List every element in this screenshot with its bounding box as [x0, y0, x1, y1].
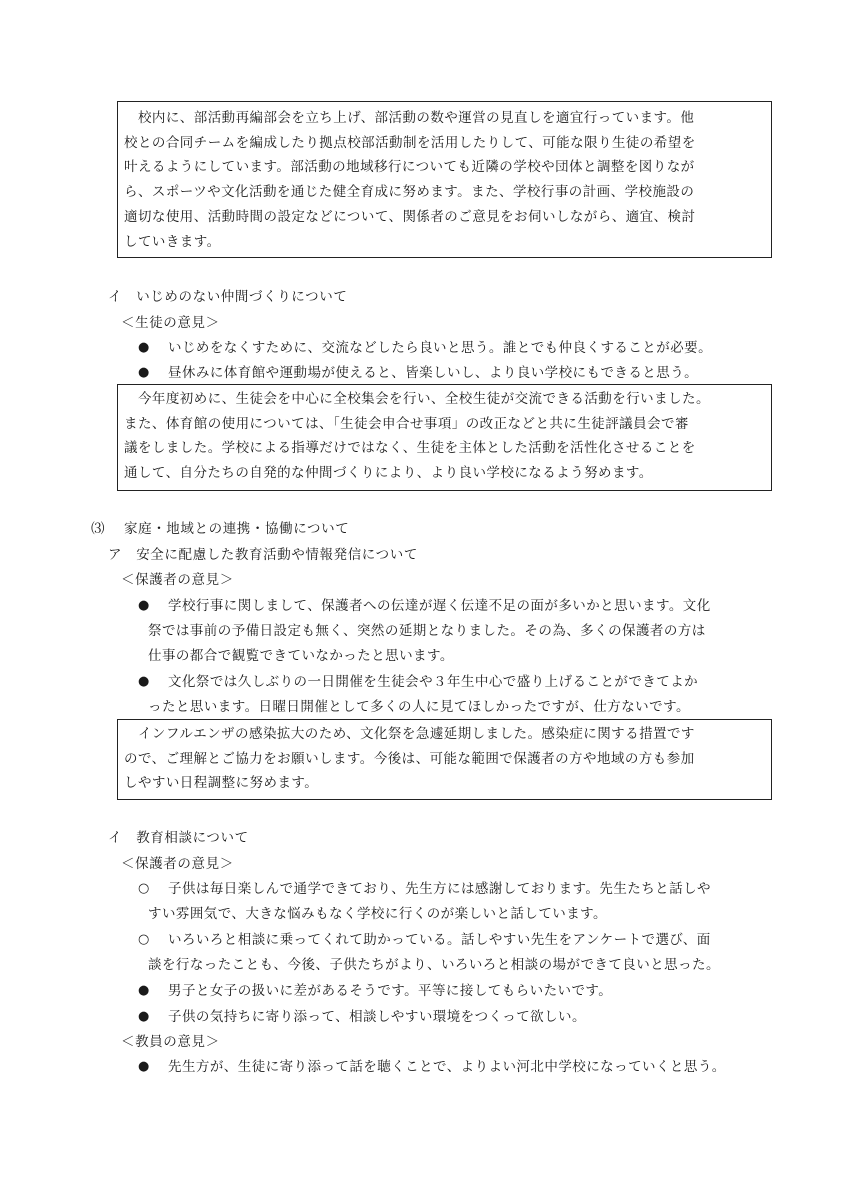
- opinion-text: ったと思います。日曜日開催として多くの人に見てほしかったですが、仕方ないです。: [148, 699, 690, 715]
- opinion-text: 談を行なったことも、今後、子供たちがより、いろいろと相談の場ができて良いと思った。: [148, 957, 720, 973]
- text-line: しやすい日程調整に努めます。: [124, 775, 319, 792]
- text-line: 適切な使用、活動時間の設定などについて、関係者のご意見をお伺いしながら、適宜、検討: [124, 208, 696, 225]
- group-label-students: ＜生徒の意見＞: [121, 315, 220, 331]
- open-circle-bullet: ○: [138, 932, 150, 947]
- text-line: 校内に、部活動再編部会を立ち上げ、部活動の数や運営の見直しを適宜行っています。他: [124, 110, 695, 126]
- opinion-text: 学校行事に関しまして、保護者への伝達が遅く伝達不足の面が多いかと思います。文化: [168, 598, 711, 614]
- opinion-text: いろいろと相談に乗ってくれて助かっている。話しやすい先生をアンケートで選び、面: [168, 932, 711, 948]
- response-text: [124, 722, 695, 796]
- filled-circle-bullet: ●: [138, 598, 150, 613]
- filled-circle-bullet: ●: [138, 340, 150, 355]
- response-box-bullying: [117, 384, 772, 491]
- section-heading-counseling: イ 教育相談について: [108, 830, 249, 846]
- group-label-parents: ＜保護者の意見＞: [121, 572, 234, 588]
- opinion-text: 子供は毎日楽しんで通学できており、先生方には感謝しております。先生たちと話しや: [168, 881, 711, 897]
- section-heading-community: 家庭・地域との連携・協働について: [124, 521, 350, 537]
- opinion-text: 仕事の都合で観覧できていなかったと思います。: [148, 648, 454, 664]
- text-line: インフルエンザの感染拡大のため、文化祭を急遽延期しました。感染症に関する措置です: [124, 726, 695, 742]
- opinion-text: いじめをなくすために、交流などしたら良いと思う。誰とでも仲良くすることが必要。: [168, 340, 713, 356]
- opinion-text: 先生方が、生徒に寄り添って話を聴くことで、よりよい河北中学校になっていくと思う。: [168, 1059, 726, 1075]
- text-line: また、体育館の使用については、「生徒会申合せ事項」の改正などと共に生徒評議員会で審: [124, 415, 689, 432]
- filled-circle-bullet: ●: [138, 674, 150, 689]
- open-circle-bullet: ○: [138, 881, 150, 896]
- text-line: ら、スポーツや文化活動を通じた健全育成に努めます。また、学校行事の計画、学校施設の: [124, 184, 695, 201]
- opinion-text: 男子と女子の扱いに差があるそうです。平等に接してもらいたいです。: [168, 983, 613, 999]
- section-number: ⑶: [91, 521, 106, 537]
- text-line: 通して、自分たちの自発的な仲間づくりにより、より良い学校になるよう努めます。: [124, 465, 653, 482]
- response-box-club-activities: [117, 101, 772, 258]
- section-heading-safety: ア 安全に配慮した教育活動や情報発信について: [108, 547, 418, 563]
- opinion-text: 文化祭では久しぶりの一日開催を生徒会や３年生中心で盛り上げることができてよか: [168, 674, 699, 690]
- opinion-text: すい雰囲気で、大きな悩みもなく学校に行くのが楽しいと話しています。: [148, 906, 607, 922]
- filled-circle-bullet: ●: [138, 1009, 150, 1024]
- text-line: 校との合同チームを編成したり拠点校部活動制を活用したりして、可能な限り生徒の希望を: [124, 134, 696, 151]
- text-line: ので、ご理解とご協力をお願いします。今後は、可能な範囲で保護者の方や地域の方も参加: [124, 750, 695, 767]
- group-label-teachers: ＜教員の意見＞: [121, 1034, 220, 1050]
- opinion-text: 子供の気持ちに寄り添って、相談しやすい環境をつくって欲しい。: [168, 1009, 586, 1025]
- opinion-text: 祭では事前の予備日設定も無く、突然の延期となりました。その為、多くの保護者の方は: [148, 623, 706, 639]
- section-heading-bullying: イ いじめのない仲間づくりについて: [108, 289, 348, 305]
- text-line: 議をしました。学校による指導だけではなく、生徒を主体とした活動を活性化させることを: [124, 440, 696, 457]
- text-line: していきます。: [124, 233, 221, 250]
- group-label-parents: ＜保護者の意見＞: [121, 856, 234, 872]
- opinion-text: 昼休みに体育館や運動場が使えると、皆楽しいし、より良い学校にもできると思う。: [168, 365, 699, 381]
- text-line: 叶えるようにしています。部活動の地域移行についても近隣の学校や団体と調整を図りなが: [124, 159, 695, 176]
- response-text: [124, 106, 696, 254]
- filled-circle-bullet: ●: [138, 1059, 150, 1074]
- text-line: 今年度初めに、生徒会を中心に全校集会を行い、全校生徒が交流できる活動を行いました。: [124, 391, 710, 407]
- filled-circle-bullet: ●: [138, 365, 150, 380]
- response-box-safety: [117, 719, 772, 800]
- response-text: [124, 387, 710, 486]
- filled-circle-bullet: ●: [138, 983, 150, 998]
